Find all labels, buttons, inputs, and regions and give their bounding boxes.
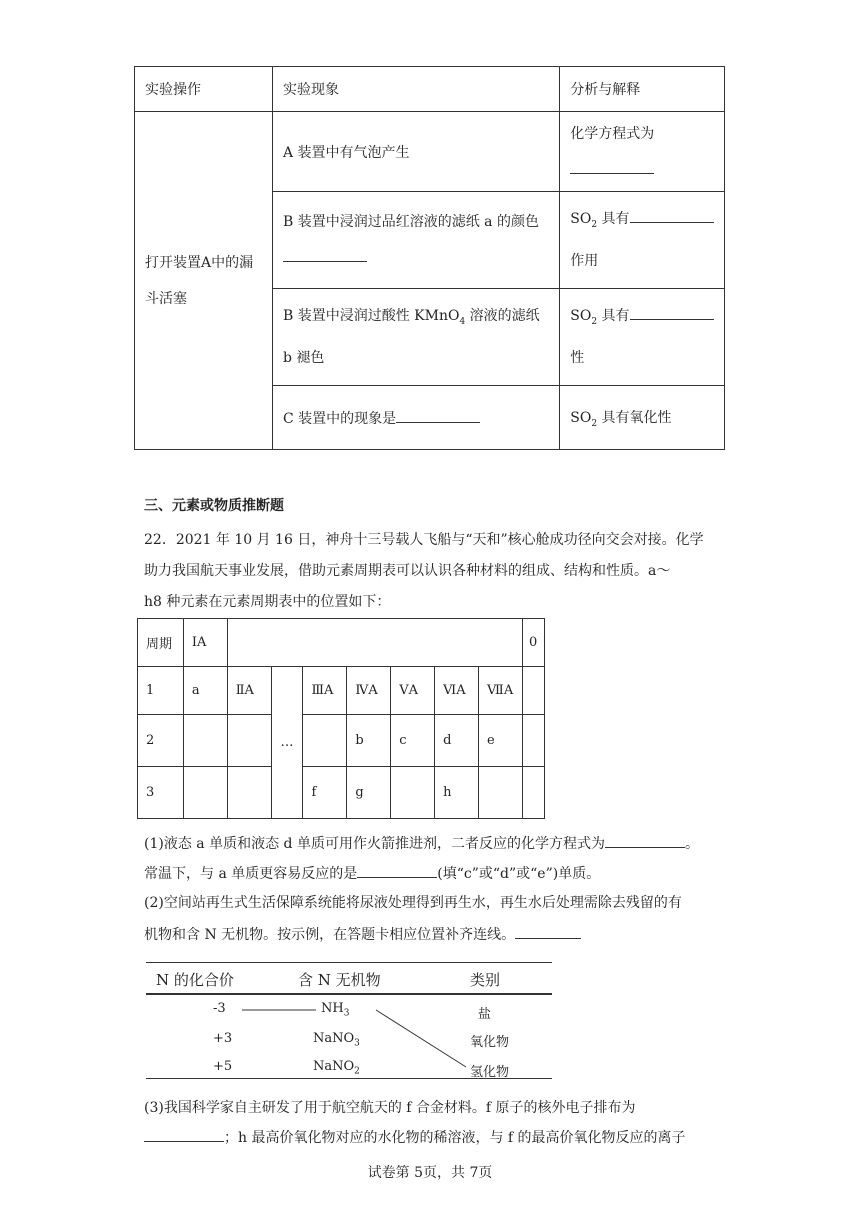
period-3: 3 xyxy=(138,767,184,819)
period-2: 2 xyxy=(138,715,184,767)
answer-blank-4[interactable] xyxy=(630,305,714,320)
period-1: 1 xyxy=(138,667,184,715)
header-period: 周期 xyxy=(138,619,184,667)
q1-line1: (1)液态 a 单质和液态 d 单质可用作火箭推进剂，二者反应的化学方程式为 。 xyxy=(144,833,699,854)
phenomenon-text-2: B 装置中浸润过品红溶液的滤纸 a 的颜色 xyxy=(282,214,539,230)
valence-plus5: +5 xyxy=(213,1059,233,1074)
operation-text: 打开装置A中的漏斗活塞 xyxy=(145,254,254,307)
header-phenomenon: 实验现象 xyxy=(272,67,559,112)
answer-blank-1[interactable] xyxy=(570,159,654,174)
q2-line2: 机物和含 N 无机物。按示例，在答题卡相应位置补齐连线。 xyxy=(144,924,581,945)
group-VIIA: ⅦA xyxy=(479,667,523,715)
header-category: 类别 xyxy=(470,971,501,989)
phenomenon-cell-2 xyxy=(272,192,559,289)
analysis-text-1: 化学方程式为 xyxy=(570,125,655,142)
analysis-cell-3: $SO_2$ 具有 性 xyxy=(560,289,725,386)
n-valence-figure xyxy=(146,960,552,1082)
element-e: e xyxy=(479,715,523,767)
phenomenon-cell-3: B 装置中浸润过酸性 KMnO$_4$ 溶液的滤纸 b 褪色 xyxy=(272,289,559,386)
element-h: h xyxy=(435,767,479,819)
analysis-cell-4: $SO_2$ 具有氧化性 xyxy=(560,386,725,450)
q22-line3: h8 种元素在元素周期表中的位置如下： xyxy=(144,594,391,610)
element-a: a xyxy=(183,667,227,715)
element-c: c xyxy=(391,715,435,767)
header-operation: 实验操作 xyxy=(135,67,273,112)
group-VIA: ⅥA xyxy=(435,667,479,715)
operation-cell xyxy=(135,112,273,450)
phenomenon-cell-1 xyxy=(272,112,559,192)
compound-NH3: $NH_3$ xyxy=(321,1001,350,1019)
valence-minus3: -3 xyxy=(213,1001,226,1016)
category-hydride: 氢化物 xyxy=(470,1065,510,1080)
group-IVA: ⅣA xyxy=(347,667,391,715)
header-zero: 0 xyxy=(522,619,544,667)
ellipsis-cell: … xyxy=(271,667,303,819)
category-salt: 盐 xyxy=(478,1007,492,1022)
answer-blank-2[interactable] xyxy=(283,247,367,262)
q2-line1: (2)空间站再生式生活保障系统能将尿液处理得到再生水，再生水后处理需除去残留的有 xyxy=(144,895,682,911)
q3-line1: (3)我国科学家自主研发了用于航空航天的 f 合金材料。f 原子的核外电子排布为 xyxy=(144,1100,636,1116)
header-IA: ⅠA xyxy=(183,619,227,667)
answer-blank-5[interactable] xyxy=(396,408,480,423)
header-valence: N 的化合价 xyxy=(156,971,234,989)
analysis-cell-1 xyxy=(560,112,725,192)
experiment-table xyxy=(134,66,725,450)
q1-line2: 常温下，与 a 单质更容易反应的是 (填“c”或“d”或“e”)单质。 xyxy=(144,863,600,884)
element-b: b xyxy=(347,715,391,767)
header-compound: 含 N 无机物 xyxy=(298,971,381,989)
analysis-cell-2: $SO_2$ 具有 作用 xyxy=(560,192,725,289)
group-IIA: ⅡA xyxy=(227,667,271,715)
q1-blank-1[interactable] xyxy=(605,833,685,848)
connection-lines xyxy=(146,960,552,1082)
q3-blank[interactable] xyxy=(144,1127,224,1142)
valence-plus3: +3 xyxy=(213,1031,233,1046)
category-oxide: 氧化物 xyxy=(470,1035,510,1050)
element-g: g xyxy=(347,767,391,819)
q22-line2: 助力我国航天事业发展，借助元素周期表可以认识各种材料的组成、结构和性质。a～ xyxy=(144,563,671,579)
group-IIIA: ⅢA xyxy=(303,667,347,715)
group-VA: ⅤA xyxy=(391,667,435,715)
element-f: f xyxy=(303,767,347,819)
q22-line1: 22．2021 年 10 月 16 日，神舟十三号载人飞船与“天和”核心舱成功径向交会对接。化学 xyxy=(144,532,704,548)
phenomenon-text-1: A 装置中有气泡产生 xyxy=(282,144,410,161)
phenomenon-cell-4: C 装置中的现象是 xyxy=(272,386,559,450)
header-analysis: 分析与解释 xyxy=(560,67,725,112)
nh3-hydride-line xyxy=(376,1010,466,1067)
compound-NaNO3: NaNO$_3$ xyxy=(313,1031,360,1049)
q3-line2: ；h 最高价氧化物对应的水化物的稀溶液，与 f 的最高价氧化物反应的离子 xyxy=(144,1127,686,1148)
periodic-table xyxy=(137,618,545,819)
page-footer: 试卷第 5页，共 7页 xyxy=(367,1165,493,1181)
element-d: d xyxy=(435,715,479,767)
compound-NaNO2: NaNO$_2$ xyxy=(313,1059,360,1077)
answer-blank-3[interactable] xyxy=(630,208,714,223)
section-title: 三、元素或物质推断题 xyxy=(144,498,284,514)
q1-blank-2[interactable] xyxy=(357,863,437,878)
q2-blank[interactable] xyxy=(515,924,581,939)
